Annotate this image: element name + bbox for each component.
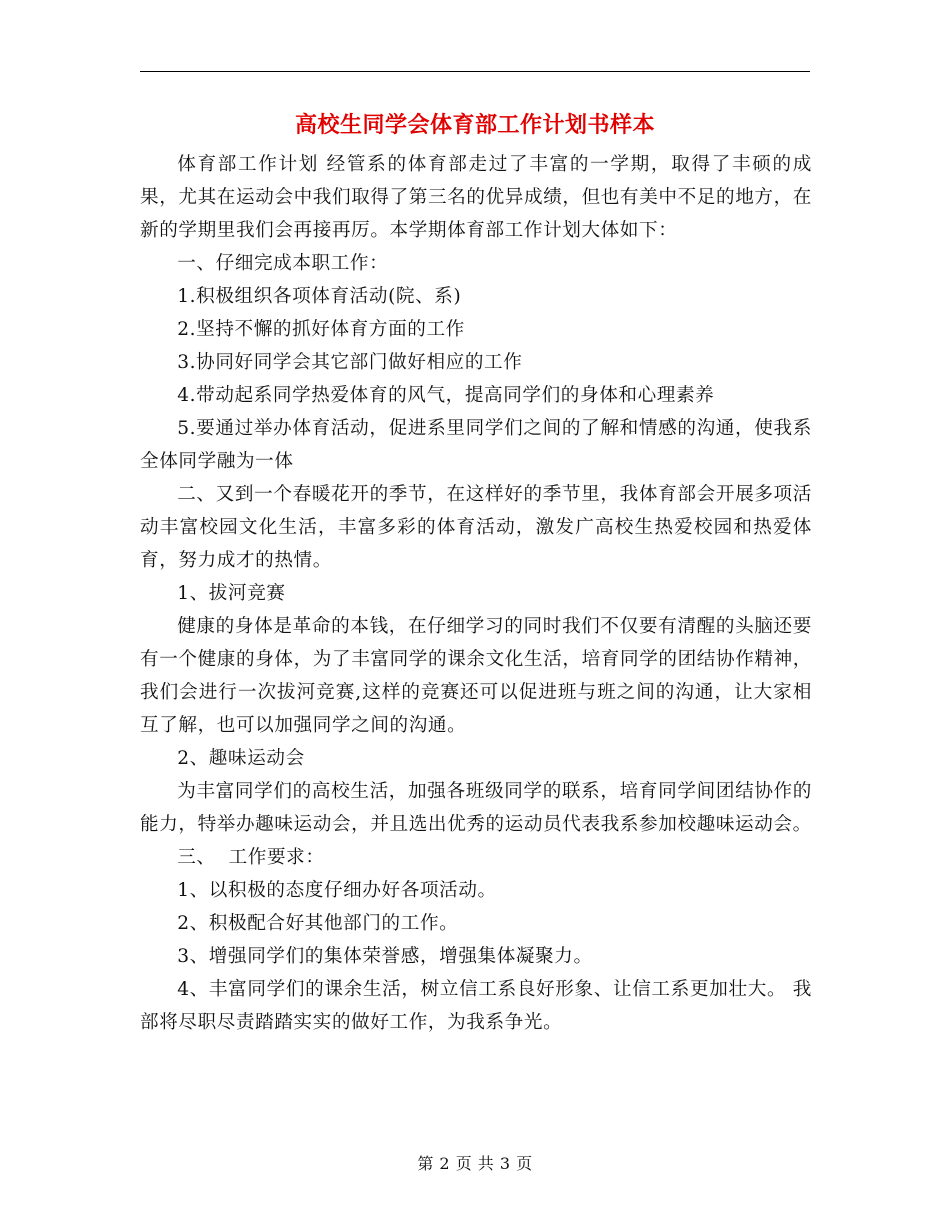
section-heading-1: 一、仔细完成本职工作： — [177, 253, 389, 274]
list-item: 3.协同好同学会其它部门做好相应的工作 — [177, 352, 523, 373]
document-body — [140, 148, 812, 1039]
list-item: 4.带动起系同学热爱体育的风气，提高同学们的身体和心理素养 — [177, 385, 715, 406]
subheading-tug-of-war: 1、拔河竞赛 — [177, 583, 286, 604]
list-item: 2、积极配合好其他部门的工作。 — [177, 913, 459, 934]
list-item: 2.坚持不懈的抓好体育方面的工作 — [177, 319, 465, 340]
subheading-fun-games: 2、趣味运动会 — [177, 748, 305, 769]
page-number: 第 2 页 共 3 页 — [417, 1154, 533, 1173]
intro-paragraph: 体育部工作计划 经管系的体育部走过了丰富的一学期，取得了丰硕的成果，尤其在运动会中我们取得了第三名的优异成绩，但也有美中不足的地方，在新的学期里我们会再接再厉。本学期体育部工作计划大体如下： — [140, 154, 812, 241]
list-item: 3、增强同学们的集体荣誉感，增强集体凝聚力。 — [177, 946, 593, 967]
tug-of-war-paragraph: 健康的身体是革命的本钱，在仔细学习的同时我们不仅要有清醒的头脑还要有一个健康的身体，为了丰富同学的课余文化生活，培育同学的团结协作精神，我们会进行一次拔河竞赛,这样的竞赛还可以促进班与班之间的沟通，让大家相互了解，也可以加强同学之间的沟通。 — [140, 616, 812, 736]
list-item: 1.积极组织各项体育活动(院、系) — [177, 286, 462, 307]
list-item: 5.要通过举办体育活动，促进系里同学们之间的了解和情感的沟通，使我系全体同学融为一体 — [140, 418, 812, 472]
section-paragraph-2: 二、又到一个春暖花开的季节，在这样好的季节里，我体育部会开展多项活动丰富校园文化生活，丰富多彩的体育活动，激发广高校生热爱校园和热爱体育，努力成才的热情。 — [140, 484, 812, 571]
list-item: 4、丰富同学们的课余生活，树立信工系良好形象、让信工系更加壮大。 我部将尽职尽责踏踏实实的做好工作，为我系争光。 — [140, 979, 812, 1033]
document-title: 高校生同学会体育部工作计划书样本 — [294, 112, 655, 138]
list-item: 1、以积极的态度仔细办好各项活动。 — [177, 880, 497, 901]
header-rule — [140, 71, 810, 72]
page-footer — [0, 1152, 950, 1176]
fun-games-paragraph: 为丰富同学们的高校生活，加强各班级同学的联系，培育同学间团结协作的能力，特举办趣味运动会，并且选出优秀的运动员代表我系参加校趣味运动会。 — [140, 781, 812, 835]
section-heading-3: 三、 工作要求： — [177, 847, 325, 868]
